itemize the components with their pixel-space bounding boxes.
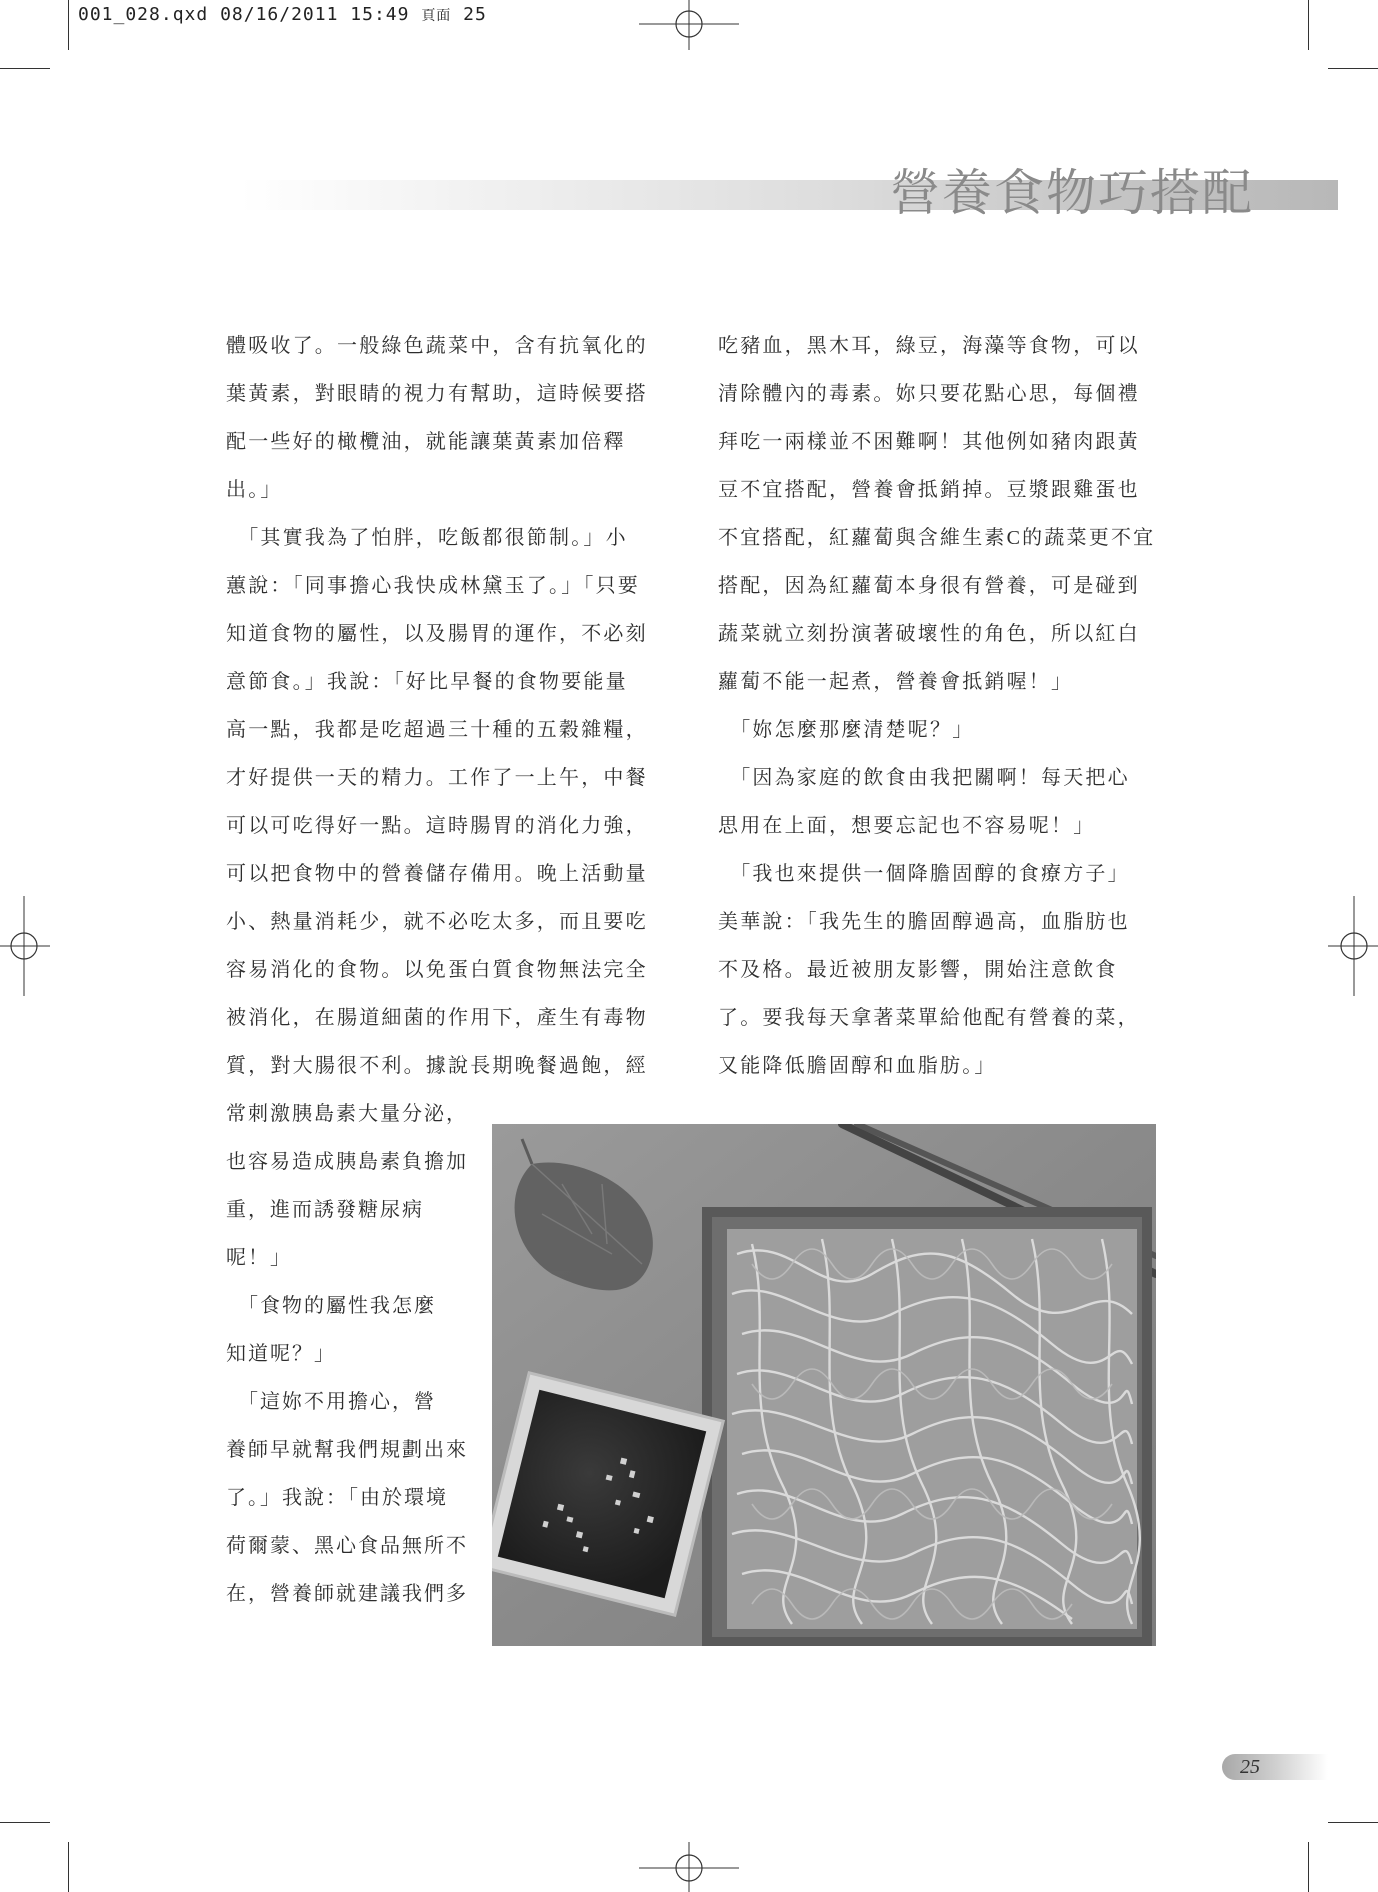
soba-photo (492, 1124, 1156, 1646)
soba-tray (707, 1212, 1147, 1642)
text-line: 重，進而誘發糖尿病 (226, 1199, 424, 1221)
page-number-tab (1222, 1754, 1328, 1780)
text-line: 知道食物的屬性，以及腸胃的運作，不必刻 (226, 623, 648, 645)
text-line: 呢！」 (226, 1247, 292, 1269)
crop-mark-bottom-right-h (1328, 1822, 1378, 1823)
registration-mark-left (0, 896, 50, 996)
text-line: 又能降低膽固醇和血脂肪。」 (718, 1055, 997, 1077)
text-line: 體吸收了。一般綠色蔬菜中，含有抗氧化的 (226, 335, 648, 357)
crop-mark-top-right-v (1308, 0, 1309, 50)
registration-mark-bottom (639, 1842, 739, 1892)
text-line: 意節食。」我說：「好比早餐的食物要能量 (226, 671, 628, 693)
text-line: 了。」我說：「由於環境 (226, 1487, 448, 1509)
soba-illustration (492, 1124, 1156, 1646)
crop-mark-top-left-v (68, 0, 69, 50)
text-line: 「妳怎麼那麼清楚呢？」 (718, 719, 975, 741)
text-line: 高一點，我都是吃超過三十種的五穀雜糧， (226, 719, 648, 741)
crop-mark-bottom-right-v (1308, 1842, 1309, 1892)
text-line: 養師早就幫我們規劃出來 (226, 1439, 468, 1461)
text-line: 容易消化的食物。以免蛋白質食物無法完全 (226, 959, 648, 981)
text-line: 小、熱量消耗少，就不必吃太多，而且要吃 (226, 911, 648, 933)
page-number: 25 (1240, 1756, 1260, 1778)
text-line: 「這妳不用擔心，營 (226, 1391, 436, 1413)
text-column-right (718, 322, 1158, 1090)
text-line: 拜吃一兩樣並不困難啊！其他例如豬肉跟黃 (718, 431, 1140, 453)
slug-file: 001_028.qxd (78, 4, 209, 25)
text-line: 才好提供一天的精力。工作了一上午，中餐 (226, 767, 648, 789)
text-line: 美華說：「我先生的膽固醇過高，血脂肪也 (718, 911, 1130, 933)
text-line: 也容易造成胰島素負擔加 (226, 1151, 468, 1173)
text-line: 配一些好的橄欖油，就能讓葉黃素加倍釋 (226, 431, 626, 453)
text-line: 「因為家庭的飲食由我把關啊！每天把心 (718, 767, 1130, 789)
text-line: 質，對大腸很不利。據說長期晚餐過飽，經 (226, 1055, 648, 1077)
text-line: 搭配，因為紅蘿蔔本身很有營養，可是碰到 (718, 575, 1140, 597)
text-line: 可以把食物中的營養儲存備用。晚上活動量 (226, 863, 648, 885)
text-line: 「食物的屬性我怎麼 (226, 1295, 436, 1317)
print-slug (78, 4, 487, 25)
text-line: 知道呢？」 (226, 1343, 336, 1365)
registration-mark-right (1328, 896, 1378, 996)
slug-time: 15:49 (350, 4, 410, 25)
text-line: 在，營養師就建議我們多 (226, 1583, 468, 1605)
page-title: 營養食物巧搭配 (890, 165, 1254, 221)
text-line: 豆不宜搭配，營養會抵銷掉。豆漿跟雞蛋也 (718, 479, 1140, 501)
slug-date: 08/16/2011 (220, 4, 339, 25)
text-line: 不及格。最近被朋友影響，開始注意飲食 (718, 959, 1118, 981)
text-line: 「其實我為了怕胖，吃飯都很節制。」小 (226, 527, 628, 549)
text-line: 常刺激胰島素大量分泌， (226, 1103, 468, 1125)
text-line: 蕙說：「同事擔心我快成林黛玉了。」「只要 (226, 575, 640, 597)
text-line: 思用在上面，想要忘記也不容易呢！」 (718, 815, 1096, 837)
text-line: 蘿蔔不能一起煮，營養會抵銷喔！」 (718, 671, 1074, 693)
text-line: 出。」 (226, 479, 283, 501)
slug-page-word: 頁面 (421, 8, 452, 24)
registration-mark-top (639, 0, 739, 50)
text-line: 清除體內的毒素。妳只要花點心思，每個禮 (718, 383, 1140, 405)
crop-mark-bottom-left-v (68, 1842, 69, 1892)
text-line: 吃豬血，黑木耳，綠豆，海藻等食物，可以 (718, 335, 1140, 357)
text-line: 葉黃素，對眼睛的視力有幫助，這時候要搭 (226, 383, 648, 405)
crop-mark-bottom-left-h (0, 1822, 50, 1823)
text-line: 不宜搭配，紅蘿蔔與含維生素C的蔬菜更不宜 (718, 527, 1156, 549)
crop-mark-top-right-h (1328, 68, 1378, 69)
text-line: 可以可吃得好一點。這時腸胃的消化力強， (226, 815, 648, 837)
text-column-narrow (226, 1090, 476, 1618)
text-line: 蔬菜就立刻扮演著破壞性的角色，所以紅白 (718, 623, 1140, 645)
text-line: 被消化，在腸道細菌的作用下，產生有毒物 (226, 1007, 648, 1029)
slug-page-no: 25 (463, 4, 487, 25)
crop-mark-top-left-h (0, 68, 50, 69)
text-line: 了。要我每天拿著菜單給他配有營養的菜， (718, 1007, 1140, 1029)
text-line: 「我也來提供一個降膽固醇的食療方子」 (718, 863, 1130, 885)
text-column-left (226, 322, 666, 1090)
text-line: 荷爾蒙、黑心食品無所不 (226, 1535, 468, 1557)
